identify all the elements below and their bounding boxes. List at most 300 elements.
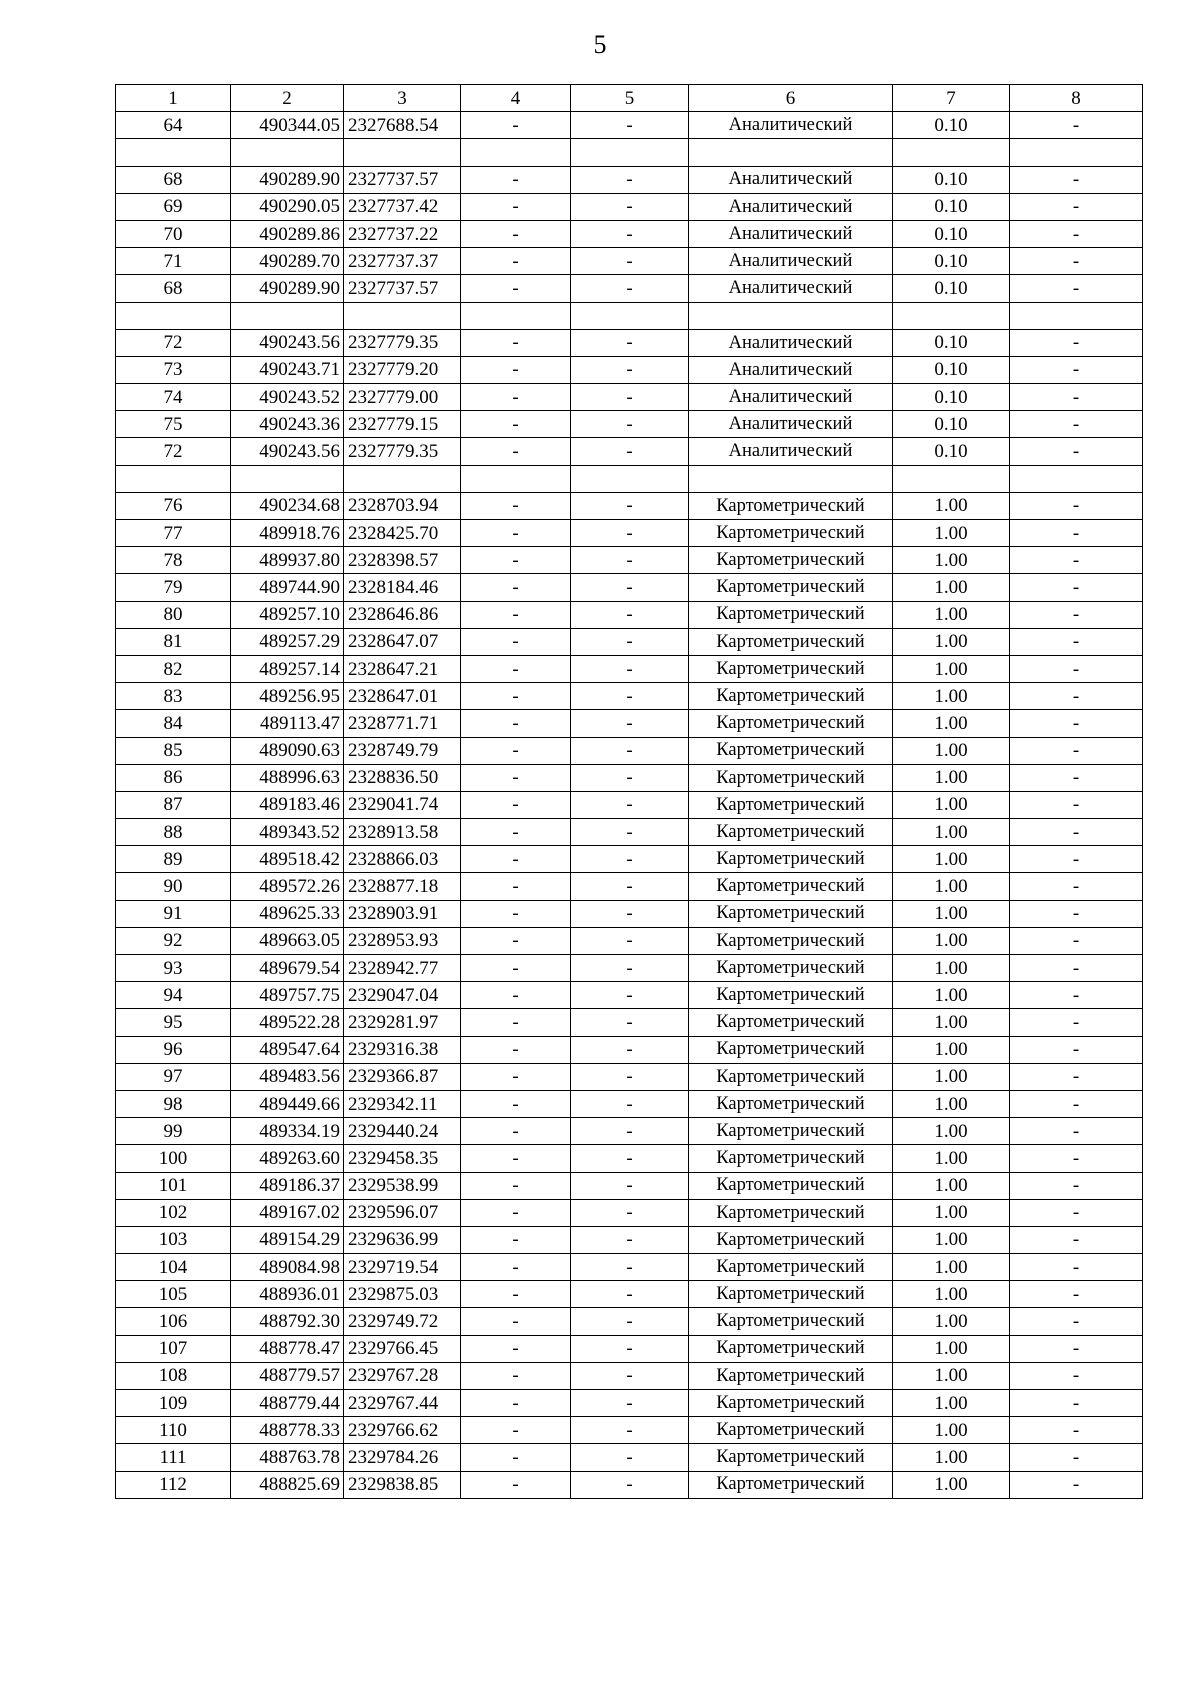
col8-value: - (1010, 1444, 1143, 1471)
point-number: 92 (116, 927, 231, 954)
y-coordinate: 2329719.54 (344, 1254, 461, 1281)
method: Картометрический (689, 927, 893, 954)
col4-value: - (461, 166, 571, 193)
col5-value: - (571, 683, 689, 710)
y-coordinate: 2329596.07 (344, 1199, 461, 1226)
y-coordinate: 2328646.86 (344, 601, 461, 628)
point-number: 108 (116, 1362, 231, 1389)
accuracy: 0.10 (893, 438, 1010, 465)
col5-value (571, 465, 689, 492)
col4-value: - (461, 710, 571, 737)
col4-value: - (461, 737, 571, 764)
col4-value: - (461, 1335, 571, 1362)
point-number: 99 (116, 1118, 231, 1145)
col5-value: - (571, 1172, 689, 1199)
table-row (116, 982, 1143, 1009)
point-number: 71 (116, 248, 231, 275)
col4-value: - (461, 411, 571, 438)
point-number: 95 (116, 1009, 231, 1036)
method: Аналитический (689, 411, 893, 438)
col8-value: - (1010, 601, 1143, 628)
col4-value: - (461, 1390, 571, 1417)
x-coordinate: 489343.52 (231, 819, 344, 846)
method: Картометрический (689, 1090, 893, 1117)
point-number: 64 (116, 112, 231, 139)
x-coordinate: 489186.37 (231, 1172, 344, 1199)
method: Картометрический (689, 1308, 893, 1335)
column-header-2: 2 (231, 85, 344, 112)
table-row (116, 275, 1143, 302)
y-coordinate: 2328942.77 (344, 955, 461, 982)
col8-value: - (1010, 1335, 1143, 1362)
accuracy: 1.00 (893, 628, 1010, 655)
accuracy: 0.10 (893, 275, 1010, 302)
point-number: 68 (116, 275, 231, 302)
col4-value: - (461, 982, 571, 1009)
col5-value: - (571, 492, 689, 519)
y-coordinate: 2329281.97 (344, 1009, 461, 1036)
col4-value: - (461, 1417, 571, 1444)
accuracy: 1.00 (893, 1009, 1010, 1036)
method: Картометрический (689, 764, 893, 791)
col8-value: - (1010, 819, 1143, 846)
x-coordinate: 488778.47 (231, 1335, 344, 1362)
accuracy: 1.00 (893, 492, 1010, 519)
point-number: 109 (116, 1390, 231, 1417)
method: Картометрический (689, 955, 893, 982)
col4-value: - (461, 1063, 571, 1090)
col8-value: - (1010, 1063, 1143, 1090)
col4-value: - (461, 900, 571, 927)
method: Картометрический (689, 900, 893, 927)
y-coordinate: 2329875.03 (344, 1281, 461, 1308)
method: Картометрический (689, 683, 893, 710)
col4-value: - (461, 1254, 571, 1281)
col5-value: - (571, 955, 689, 982)
accuracy: 1.00 (893, 1362, 1010, 1389)
table-row (116, 655, 1143, 682)
col8-value (1010, 302, 1143, 329)
col5-value: - (571, 574, 689, 601)
method: Аналитический (689, 384, 893, 411)
y-coordinate: 2328866.03 (344, 846, 461, 873)
col5-value: - (571, 1444, 689, 1471)
col8-value: - (1010, 438, 1143, 465)
x-coordinate: 489522.28 (231, 1009, 344, 1036)
accuracy: 1.00 (893, 1281, 1010, 1308)
table-row (116, 1308, 1143, 1335)
column-header-6: 6 (689, 85, 893, 112)
method: Картометрический (689, 982, 893, 1009)
y-coordinate: 2328425.70 (344, 520, 461, 547)
method: Картометрический (689, 1063, 893, 1090)
table-row (116, 1226, 1143, 1253)
accuracy: 1.00 (893, 1417, 1010, 1444)
accuracy: 1.00 (893, 819, 1010, 846)
accuracy: 0.10 (893, 112, 1010, 139)
col8-value: - (1010, 275, 1143, 302)
y-coordinate: 2327779.15 (344, 411, 461, 438)
col4-value: - (461, 520, 571, 547)
table-row (116, 166, 1143, 193)
method: Картометрический (689, 628, 893, 655)
point-number: 83 (116, 683, 231, 710)
col5-value: - (571, 764, 689, 791)
point-number: 73 (116, 356, 231, 383)
col8-value: - (1010, 329, 1143, 356)
col4-value: - (461, 873, 571, 900)
col5-value: - (571, 1254, 689, 1281)
table-row (116, 900, 1143, 927)
col5-value: - (571, 655, 689, 682)
point-number: 91 (116, 900, 231, 927)
method: Картометрический (689, 710, 893, 737)
col5-value: - (571, 166, 689, 193)
y-coordinate: 2328913.58 (344, 819, 461, 846)
col5-value: - (571, 438, 689, 465)
col4-value: - (461, 356, 571, 383)
table-row-separator (116, 139, 1143, 166)
x-coordinate: 489663.05 (231, 927, 344, 954)
method: Картометрический (689, 1444, 893, 1471)
col4-value: - (461, 791, 571, 818)
accuracy: 1.00 (893, 1308, 1010, 1335)
accuracy: 1.00 (893, 574, 1010, 601)
col4-value (461, 465, 571, 492)
method: Картометрический (689, 547, 893, 574)
table-row (116, 248, 1143, 275)
y-coordinate: 2329636.99 (344, 1226, 461, 1253)
x-coordinate: 489257.10 (231, 601, 344, 628)
col4-value: - (461, 1036, 571, 1063)
col8-value: - (1010, 1009, 1143, 1036)
point-number: 98 (116, 1090, 231, 1117)
col5-value: - (571, 1281, 689, 1308)
col5-value: - (571, 1335, 689, 1362)
x-coordinate: 489257.29 (231, 628, 344, 655)
method (689, 465, 893, 492)
point-number: 79 (116, 574, 231, 601)
method: Аналитический (689, 166, 893, 193)
x-coordinate: 488763.78 (231, 1444, 344, 1471)
x-coordinate: 489518.42 (231, 846, 344, 873)
col8-value: - (1010, 683, 1143, 710)
table-row (116, 329, 1143, 356)
accuracy: 1.00 (893, 1471, 1010, 1498)
col5-value: - (571, 356, 689, 383)
x-coordinate: 490290.05 (231, 193, 344, 220)
method: Картометрический (689, 655, 893, 682)
x-coordinate: 489449.66 (231, 1090, 344, 1117)
col5-value: - (571, 220, 689, 247)
x-coordinate: 489167.02 (231, 1199, 344, 1226)
method: Картометрический (689, 1145, 893, 1172)
table-row-separator (116, 302, 1143, 329)
y-coordinate: 2328749.79 (344, 737, 461, 764)
y-coordinate: 2327779.00 (344, 384, 461, 411)
accuracy: 0.10 (893, 166, 1010, 193)
col5-value (571, 139, 689, 166)
col4-value: - (461, 819, 571, 846)
point-number: 69 (116, 193, 231, 220)
y-coordinate: 2329342.11 (344, 1090, 461, 1117)
col5-value: - (571, 900, 689, 927)
point-number: 78 (116, 547, 231, 574)
y-coordinate: 2329440.24 (344, 1118, 461, 1145)
point-number: 88 (116, 819, 231, 846)
method: Картометрический (689, 1118, 893, 1145)
col8-value: - (1010, 1226, 1143, 1253)
col8-value: - (1010, 710, 1143, 737)
method: Аналитический (689, 193, 893, 220)
col5-value: - (571, 927, 689, 954)
y-coordinate: 2329041.74 (344, 791, 461, 818)
col5-value (571, 302, 689, 329)
method: Картометрический (689, 1417, 893, 1444)
col4-value: - (461, 1362, 571, 1389)
point-number: 86 (116, 764, 231, 791)
point-number: 84 (116, 710, 231, 737)
y-coordinate: 2327779.20 (344, 356, 461, 383)
col5-value: - (571, 275, 689, 302)
table-row (116, 1118, 1143, 1145)
col8-value: - (1010, 220, 1143, 247)
accuracy: 0.10 (893, 220, 1010, 247)
table-row (116, 356, 1143, 383)
table-body (116, 112, 1143, 1499)
accuracy (893, 302, 1010, 329)
col8-value: - (1010, 1145, 1143, 1172)
table-row (116, 1090, 1143, 1117)
col5-value: - (571, 1471, 689, 1498)
accuracy: 1.00 (893, 1444, 1010, 1471)
col5-value: - (571, 1308, 689, 1335)
col5-value: - (571, 1118, 689, 1145)
point-number: 81 (116, 628, 231, 655)
y-coordinate: 2328647.01 (344, 683, 461, 710)
method: Картометрический (689, 1335, 893, 1362)
accuracy: 0.10 (893, 193, 1010, 220)
column-header-4: 4 (461, 85, 571, 112)
col8-value: - (1010, 1199, 1143, 1226)
x-coordinate: 488778.33 (231, 1417, 344, 1444)
accuracy: 1.00 (893, 927, 1010, 954)
col8-value: - (1010, 1362, 1143, 1389)
col4-value: - (461, 655, 571, 682)
point-number: 77 (116, 520, 231, 547)
col4-value: - (461, 927, 571, 954)
y-coordinate: 2328703.94 (344, 492, 461, 519)
y-coordinate: 2327737.57 (344, 166, 461, 193)
col4-value: - (461, 1199, 571, 1226)
col8-value: - (1010, 655, 1143, 682)
table-row (116, 601, 1143, 628)
table-row (116, 1281, 1143, 1308)
method: Аналитический (689, 220, 893, 247)
table-row (116, 1145, 1143, 1172)
table-row (116, 764, 1143, 791)
y-coordinate: 2328184.46 (344, 574, 461, 601)
y-coordinate (344, 465, 461, 492)
accuracy: 1.00 (893, 1226, 1010, 1253)
table-row (116, 574, 1143, 601)
col5-value: - (571, 1199, 689, 1226)
method: Картометрический (689, 492, 893, 519)
accuracy: 1.00 (893, 846, 1010, 873)
method: Картометрический (689, 1254, 893, 1281)
accuracy: 1.00 (893, 1199, 1010, 1226)
table-row (116, 846, 1143, 873)
accuracy: 1.00 (893, 1090, 1010, 1117)
col5-value: - (571, 1226, 689, 1253)
table-row (116, 1471, 1143, 1498)
x-coordinate: 490234.68 (231, 492, 344, 519)
col4-value: - (461, 1145, 571, 1172)
point-number: 87 (116, 791, 231, 818)
col8-value: - (1010, 248, 1143, 275)
y-coordinate: 2328836.50 (344, 764, 461, 791)
accuracy: 1.00 (893, 1036, 1010, 1063)
x-coordinate: 489263.60 (231, 1145, 344, 1172)
table-row (116, 819, 1143, 846)
col4-value: - (461, 955, 571, 982)
y-coordinate: 2327779.35 (344, 329, 461, 356)
accuracy: 1.00 (893, 764, 1010, 791)
y-coordinate: 2327737.22 (344, 220, 461, 247)
table-row (116, 1063, 1143, 1090)
col4-value: - (461, 628, 571, 655)
x-coordinate: 489679.54 (231, 955, 344, 982)
col8-value: - (1010, 982, 1143, 1009)
col8-value: - (1010, 873, 1143, 900)
col4-value: - (461, 574, 571, 601)
table-row (116, 683, 1143, 710)
table-row (116, 1172, 1143, 1199)
accuracy: 1.00 (893, 520, 1010, 547)
col5-value: - (571, 520, 689, 547)
x-coordinate: 489547.64 (231, 1036, 344, 1063)
x-coordinate: 490289.86 (231, 220, 344, 247)
table-row-separator (116, 465, 1143, 492)
col4-value: - (461, 1281, 571, 1308)
table-row (116, 1335, 1143, 1362)
col4-value: - (461, 683, 571, 710)
col5-value: - (571, 112, 689, 139)
table-row (116, 955, 1143, 982)
y-coordinate: 2329749.72 (344, 1308, 461, 1335)
col8-value: - (1010, 764, 1143, 791)
col8-value: - (1010, 955, 1143, 982)
y-coordinate (344, 302, 461, 329)
col4-value: - (461, 193, 571, 220)
method: Аналитический (689, 356, 893, 383)
col4-value: - (461, 1226, 571, 1253)
method: Картометрический (689, 791, 893, 818)
accuracy: 1.00 (893, 873, 1010, 900)
y-coordinate: 2328647.07 (344, 628, 461, 655)
col4-value: - (461, 220, 571, 247)
column-header-7: 7 (893, 85, 1010, 112)
table-row (116, 1417, 1143, 1444)
col8-value: - (1010, 1254, 1143, 1281)
accuracy: 1.00 (893, 683, 1010, 710)
table-row (116, 628, 1143, 655)
col5-value: - (571, 248, 689, 275)
col4-value: - (461, 764, 571, 791)
col8-value: - (1010, 927, 1143, 954)
y-coordinate: 2328771.71 (344, 710, 461, 737)
point-number: 94 (116, 982, 231, 1009)
x-coordinate: 489625.33 (231, 900, 344, 927)
col8-value: - (1010, 356, 1143, 383)
accuracy: 1.00 (893, 1063, 1010, 1090)
point-number: 82 (116, 655, 231, 682)
method: Аналитический (689, 112, 893, 139)
accuracy: 0.10 (893, 329, 1010, 356)
col4-value: - (461, 112, 571, 139)
column-header-5: 5 (571, 85, 689, 112)
point-number: 104 (116, 1254, 231, 1281)
point-number: 90 (116, 873, 231, 900)
point-number: 110 (116, 1417, 231, 1444)
x-coordinate: 489084.98 (231, 1254, 344, 1281)
method: Картометрический (689, 1471, 893, 1498)
method: Картометрический (689, 1226, 893, 1253)
point-number: 111 (116, 1444, 231, 1471)
x-coordinate: 489483.56 (231, 1063, 344, 1090)
y-coordinate: 2327688.54 (344, 112, 461, 139)
col8-value: - (1010, 574, 1143, 601)
y-coordinate: 2328903.91 (344, 900, 461, 927)
point-number: 68 (116, 166, 231, 193)
coordinates-table (115, 84, 1143, 1499)
point-number: 89 (116, 846, 231, 873)
col5-value: - (571, 846, 689, 873)
col5-value: - (571, 819, 689, 846)
col8-value: - (1010, 737, 1143, 764)
accuracy (893, 139, 1010, 166)
point-number: 101 (116, 1172, 231, 1199)
col8-value: - (1010, 1281, 1143, 1308)
x-coordinate: 489744.90 (231, 574, 344, 601)
point-number: 74 (116, 384, 231, 411)
x-coordinate: 489757.75 (231, 982, 344, 1009)
x-coordinate: 488792.30 (231, 1308, 344, 1335)
col8-value: - (1010, 628, 1143, 655)
col5-value: - (571, 1145, 689, 1172)
y-coordinate: 2327779.35 (344, 438, 461, 465)
y-coordinate: 2329766.62 (344, 1417, 461, 1444)
y-coordinate: 2327737.37 (344, 248, 461, 275)
y-coordinate: 2329784.26 (344, 1444, 461, 1471)
accuracy: 0.10 (893, 356, 1010, 383)
method: Аналитический (689, 248, 893, 275)
col4-value: - (461, 1090, 571, 1117)
col8-value: - (1010, 193, 1143, 220)
x-coordinate: 490289.70 (231, 248, 344, 275)
col4-value: - (461, 275, 571, 302)
table-row (116, 112, 1143, 139)
x-coordinate: 488825.69 (231, 1471, 344, 1498)
table-row (116, 1254, 1143, 1281)
col4-value: - (461, 248, 571, 275)
table-row (116, 220, 1143, 247)
table-row (116, 1444, 1143, 1471)
col4-value: - (461, 846, 571, 873)
point-number: 85 (116, 737, 231, 764)
col4-value: - (461, 547, 571, 574)
accuracy: 1.00 (893, 710, 1010, 737)
